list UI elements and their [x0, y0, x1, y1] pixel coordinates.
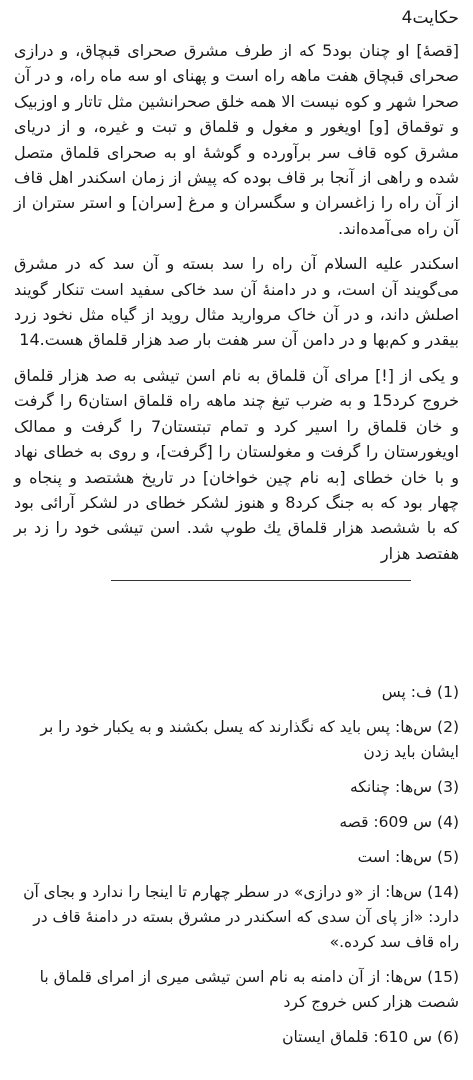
footnote-6: (6) س 610: قلماق ایستان — [282, 1028, 459, 1046]
footnote-5: (5) س‌ها: است — [357, 848, 459, 866]
footnotes — [14, 680, 459, 1060]
footnote-4: (4) س 609: قصه — [339, 813, 459, 831]
footnote-14: (14) س‌ها: از «و درازی» در سطر چهارم تا اینجا را ندارد و بجای آن دارد: «از پای آن سدی که اسکندر در مشرق بسته در دامنهٔ قاف در راه قاف سد کرده.» — [23, 883, 459, 951]
section-heading: حکایت4 — [401, 8, 459, 28]
footnote-15: (15) س‌ها: از آن دامنه به نام اسن تیشی میری از امرای قلماق با شصت هزار کس خروج کرد — [39, 968, 459, 1011]
paragraph-1: [قصهٔ] او چنان بود5 که از طرف مشرق صحرای قبچاق، و درازی صحرای قبچاق هفت ماهه راه است و پهنای او سه ماه راه، و در آن صحرا شهر و کوه نیست الا همه خلق صحرانشین مثل تاتار و اوزبیک و توقماق [و] اویغور و مغول و قلماق و تبت و غیره، و از دریای مشرق کوه قاف سر برآورده و گوشهٔ او به صحرای قلماق متصل شده و راهی از آنجا بر قاف بوده که پیش از زمان اسکندر اهل قاف از آن راه را زاغسران و سگسران و مرغ [سران] و استر ستران از آن راه می‌آمده‌اند. — [14, 41, 460, 238]
footnote-1: (1) ف: پس — [381, 683, 459, 701]
document-body — [14, 6, 459, 581]
footnote-2: (2) س‌ها: پس باید که نگذارند که یسل بکشند و به یکبار خود را بر ایشان باید زدن — [40, 718, 459, 761]
paragraph-3: و یکی از [!] مرای آن قلماق به نام اسن تیشی به صد هزار قلماق خروج کرد15 و به ضرب تیغ چند ماهه راه قلماق استان6 را گرفت و خان قلماق را اسیر کرد و تمام تبتستان7 را گرفت و ممالک اویغورستان را گرفت و مغولستان را [گرفت]، و روی به خطای نهاد و با خان خطای [به نام چین خواخان] در تاریخ هشتصد و پنجاه و چهار بود که به جنگ کرد8 و هنوز لشکر خطای در لشکر آرائی بود که با ششصد هزار قلماق یك طوپ شد. اسن تیشی خود را زد بر هفتصد هزار — [14, 365, 460, 563]
footnote-divider — [111, 580, 411, 581]
footnote-3: (3) س‌ها: چنانکه — [349, 778, 459, 796]
paragraph-2: اسکندر علیه السلام آن راه را سد بسته و آن سد که در مشرق می‌گویند آن است، و در دامنهٔ آن سد خاکی سفید است تنکار گویند اصلش داند، و در آن خاک مروارید مثال روید از گیاه مثل نخود زرد بیقدر و کم‌بها و در دامن آن سر هفت بار صد هزار قلماق هست.14 — [14, 254, 459, 350]
